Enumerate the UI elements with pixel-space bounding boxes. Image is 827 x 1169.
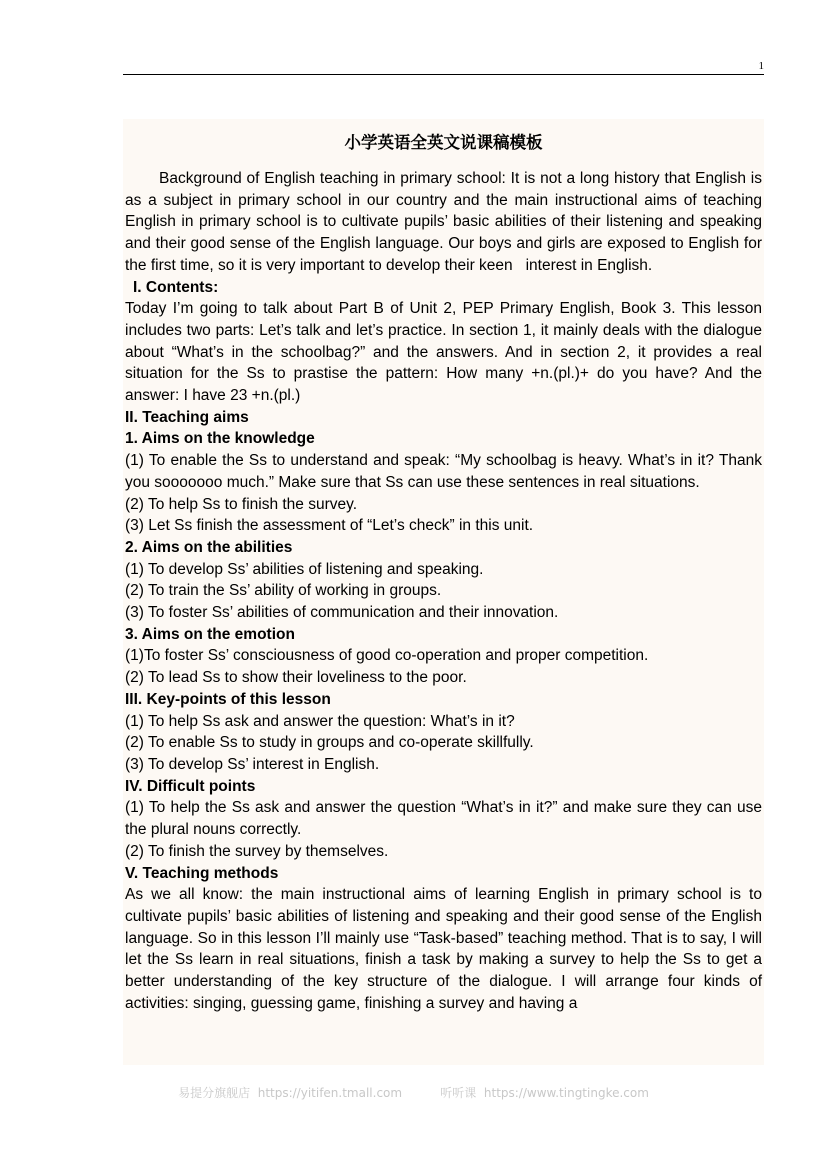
body-paragraph: (1)To foster Ss’ consciousness of good co-operation and proper competition. (125, 647, 649, 665)
section-heading: 2. Aims on the abilities (125, 538, 293, 556)
body-paragraph: (1) To help the Ss ask and answer the question “What’s in it?” and make sure they can use the plural nouns correctly. (125, 799, 762, 839)
body-paragraph: Background of English teaching in primary school: It is not a long history that English is as a subject in primary school in our country and the main instructional aims of teaching English in primary school is to cultivate pupils’ basic abilities of their listening and speaking and their good sense of the English language. Our boys and girls are exposed to English for the first time, so it is very important to develop their keen interest in English. (125, 170, 762, 274)
body-paragraph: (3) To foster Ss’ abilities of communication and their innovation. (125, 604, 559, 622)
body-paragraph: (1) To develop Ss’ abilities of listening and speaking. (125, 560, 484, 578)
footer-right-link[interactable]: 听听课 https://www.tingtingke.com (440, 1086, 649, 1100)
body-paragraph: (3) Let Ss finish the assessment of “Let’s check” in this unit. (125, 517, 534, 535)
footer-left-link[interactable]: 易提分旗舰店 https://yitifen.tmall.com (178, 1086, 403, 1100)
section-heading: 1. Aims on the knowledge (125, 430, 315, 448)
section-heading: III. Key-points of this lesson (125, 690, 331, 708)
section-heading: I. Contents: (133, 278, 219, 296)
body-paragraph: (2) To finish the survey by themselves. (125, 842, 389, 860)
body-paragraph: (1) To help Ss ask and answer the question: What’s in it? (125, 712, 515, 730)
header-rule (123, 74, 764, 75)
body-paragraph: (2) To help Ss to finish the survey. (125, 495, 358, 513)
document-title: 小学英语全英文说课稿模板 (344, 133, 543, 152)
footer (0, 1084, 827, 1101)
section-heading: V. Teaching methods (125, 864, 279, 882)
section-heading: 3. Aims on the emotion (125, 625, 295, 643)
body-paragraph: (2) To train the Ss’ ability of working in groups. (125, 582, 442, 600)
body-paragraph: (2) To lead Ss to show their loveliness to the poor. (125, 669, 467, 687)
section-heading: II. Teaching aims (125, 408, 249, 426)
body-paragraph: (1) To enable the Ss to understand and speak: “My schoolbag is heavy. What’s in it? Thank you sooooooo much.” Make sure that Ss can use these sentences in real situations. (125, 452, 762, 491)
body-paragraph: As we all know: the main instructional aims of learning English in primary school is to cultivate pupils’ basic abilities of listening and speaking and their good sense of the English language. So in this lesson I’ll mainly use “Task-based” teaching method. That is to say, I will let the Ss learn in real situations, finish a task by making a survey to help the Ss to get a better understanding of the key structure of the dialogue. I will arrange four kinds of activities: singing, guessing game, finishing a survey and having a (125, 886, 762, 1012)
body-paragraph: (2) To enable Ss to study in groups and co-operate skillfully. (125, 734, 534, 752)
document-body (123, 119, 764, 1065)
page-number: 1 (758, 60, 764, 72)
section-heading: IV. Difficult points (125, 777, 256, 795)
body-paragraph: (3) To develop Ss’ interest in English. (125, 755, 380, 773)
body-paragraph: Today I’m going to talk about Part B of Unit 2, PEP Primary English, Book 3. This lesson includes two parts: Let’s talk and let’s practice. In section 1, it mainly deals with the dialogue about “What’s in the schoolbag?” and the answers. And in section 2, it provides a real situation for the Ss to prastise the pattern: How many +n.(pl.)+ do you have? And the answer: I have 23 +n.(pl.) (125, 300, 762, 405)
paragraph-list (123, 168, 764, 1014)
